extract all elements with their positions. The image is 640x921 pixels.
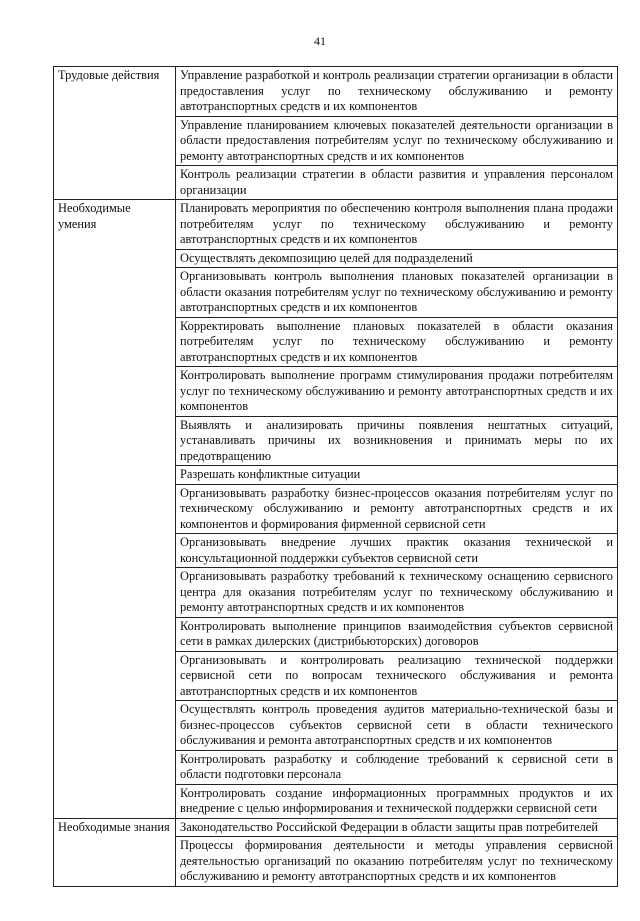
requirements-table	[53, 66, 618, 887]
table-cell: Осуществлять контроль проведения аудитов материально-технической базы и бизнес-процессов субъектов сервисной сети в области технического обслуживания и ремонта автотранспортных средств и их компонентов	[176, 701, 618, 751]
table-cell: Процессы формирования деятельности и методы управления сервисной деятельностью организаций по оказанию потребителям услуг по техническому обслуживанию и ремонту автотранспортных средств и их компонентов	[176, 837, 618, 887]
table-cell: Разрешать конфликтные ситуации	[176, 466, 618, 485]
table-cell: Корректировать выполнение плановых показателей в области оказания потребителям услуг по техническому обслуживанию и ремонту автотранспортных средств и их компонентов	[176, 317, 618, 367]
table-cell: Контролировать создание информационных программных продуктов и их внедрение с целью информирования и технической поддержки сервисной сети	[176, 784, 618, 818]
table-cell: Организовывать и контролировать реализацию технической поддержки сервисной сети по вопросам технического обслуживания и ремонта автотранспортных средств и их компонентов	[176, 651, 618, 701]
page-number: 41	[314, 34, 326, 48]
table-cell: Управление планированием ключевых показателей деятельности организации в области предоставления потребителям услуг по техническому обслуживанию и ремонту автотранспортных средств и их компонентов	[176, 116, 618, 166]
table-row	[54, 67, 618, 117]
table-cell: Контролировать выполнение программ стимулирования продажи потребителям услуг по техническому обслуживанию и ремонту автотранспортных средств и их компонентов	[176, 367, 618, 417]
table-cell: Организовывать контроль выполнения плановых показателей организации в области оказания потребителям услуг по техническому обслуживанию и ремонту автотранспортных средств и их компонентов	[176, 268, 618, 318]
table-cell: Контролировать выполнение принципов взаимодействия субъектов сервисной сети в рамках дилерских (дистрибьюторских) договоров	[176, 617, 618, 651]
table-cell: Контроль реализации стратегии в области развития и управления персоналом организации	[176, 166, 618, 200]
table-row	[54, 200, 618, 250]
section-label-required-knowledge: Необходимые знания	[54, 818, 176, 886]
section-label-labor-actions: Трудовые действия	[54, 67, 176, 200]
table-cell: Осуществлять декомпозицию целей для подразделений	[176, 249, 618, 268]
table-cell: Выявлять и анализировать причины появления нештатных ситуаций, устанавливать причины их возникновения и принимать меры по их предотвращению	[176, 416, 618, 466]
table-cell: Контролировать разработку и соблюдение требований к сервисной сети в области подготовки персонала	[176, 750, 618, 784]
table-cell: Организовывать разработку бизнес-процессов оказания потребителям услуг по техническому обслуживанию и ремонту автотранспортных средств и их компонентов и формирования фирменной сервисной сети	[176, 484, 618, 534]
table-cell: Организовывать внедрение лучших практик оказания технической и консультационной поддержки субъектов сервисной сети	[176, 534, 618, 568]
table-cell: Организовывать разработку требований к техническому оснащению сервисного центра для оказания потребителям услуг по техническому обслуживанию и ремонту автотранспортных средств и их компонентов	[176, 568, 618, 618]
table-cell: Управление разработкой и контроль реализации стратегии организации в области предоставления услуг по техническому обслуживанию и ремонту автотранспортных средств и их компонентов	[176, 67, 618, 117]
section-label-required-skills: Необходимые умения	[54, 200, 176, 819]
table-row	[54, 818, 618, 837]
table-cell: Законодательство Российской Федерации в области защиты прав потребителей	[176, 818, 618, 837]
table-cell: Планировать мероприятия по обеспечению контроля выполнения плана продажи потребителям услуг по техническому обслуживанию и ремонту автотранспортных средств и их компонентов	[176, 200, 618, 250]
